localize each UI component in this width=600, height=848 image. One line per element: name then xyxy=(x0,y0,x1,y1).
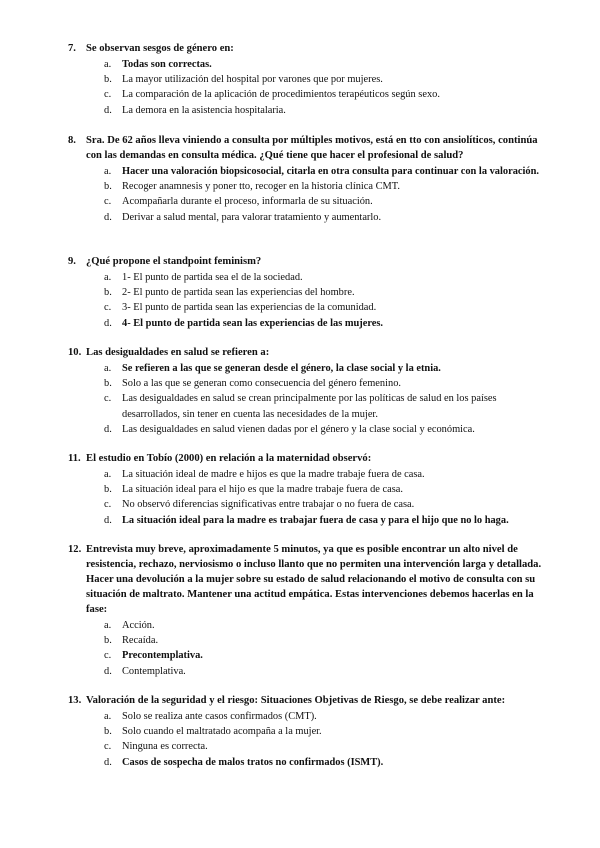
question-10 xyxy=(68,345,548,437)
question-number: 13. xyxy=(68,695,82,706)
question-7 xyxy=(68,41,548,118)
answer-option: b. Recoger anamnesis y poner tto, recoger en la historia clínica CMT. xyxy=(104,181,400,193)
answer-option: c. 3- El punto de partida sean las experiencias de la comunidad. xyxy=(104,302,377,314)
answer-option: b. La situación ideal para el hijo es que la madre trabaje fuera de casa. xyxy=(104,484,403,496)
answer-option: d. Casos de sospecha de malos tratos no confirmados (ISMT). xyxy=(104,756,384,768)
question-number: 7. xyxy=(68,43,76,54)
question-text: Las desigualdades en salud se refieren a: xyxy=(86,347,270,358)
question-text: Entrevista muy breve, aproximadamente 5 minutos, ya que es posible encontrar un alto nivel de resistencia, rechazo, nerviosismo o incluso llanto que no permiten una intervención larga y detallada. Hacer una devolución a la mujer sobre su estado de salud relacionando el motivo de consulta con su situación de maltrato. Mantener una actitud empática. Estas intervenciones debemos hacerlas en la fase: xyxy=(86,544,542,615)
answer-option: c. La comparación de la aplicación de procedimientos terapéuticos según sexo. xyxy=(104,89,440,101)
question-number: 10. xyxy=(68,347,82,358)
answer-option: a. La situación ideal de madre e hijos es que la madre trabaje fuera de casa. xyxy=(104,469,425,480)
question-13 xyxy=(68,693,548,770)
answer-option: c. Acompañarla durante el proceso, informarla de su situación. xyxy=(104,196,373,208)
answer-option: a. 1- El punto de partida sea el de la sociedad. xyxy=(104,272,303,283)
answer-option: b. Solo cuando el maltratado acompaña a la mujer. xyxy=(104,726,322,738)
question-8 xyxy=(68,133,548,225)
question-text: Valoración de la seguridad y el riesgo: Situaciones Objetivas de Riesgo, se debe realizar ante: xyxy=(86,695,506,706)
answer-list xyxy=(68,467,548,528)
answer-option: d. Contemplativa. xyxy=(104,665,186,677)
answer-option: d. La situación ideal para la madre es trabajar fuera de casa y para el hijo que no lo haga. xyxy=(104,514,509,526)
answer-option: b. 2- El punto de partida sean las experiencias del hombre. xyxy=(104,287,355,299)
question-number: 8. xyxy=(68,135,76,146)
answer-option: c. No observó diferencias significativas entre trabajar o no fuera de casa. xyxy=(104,499,415,511)
question-9 xyxy=(68,254,548,331)
answer-option: a. Se refieren a las que se generan desde el género, la clase social y la etnia. xyxy=(104,363,441,374)
answer-option: b. Recaída. xyxy=(104,635,159,647)
question-number: 11. xyxy=(68,453,81,464)
answer-list xyxy=(68,618,548,679)
answer-option: c. Ninguna es correcta. xyxy=(104,741,208,753)
answer-option: c. Precontemplativa. xyxy=(104,650,203,662)
answer-list xyxy=(68,361,548,437)
answer-option: b. Solo a las que se generan como consecuencia del género femenino. xyxy=(104,378,401,390)
answer-option: d. Derivar a salud mental, para valorar tratamiento y aumentarlo. xyxy=(104,211,382,223)
question-number: 9. xyxy=(68,256,76,267)
question-text: Sra. De 62 años lleva viniendo a consulta por múltiples motivos, está en tto con ansiolíticos, continúa con las demandas en consulta médica. ¿Qué tiene que hacer el profesional de salud? xyxy=(86,135,538,161)
answer-option: d. La demora en la asistencia hospitalaria. xyxy=(104,104,286,116)
question-text: Se observan sesgos de género en: xyxy=(86,43,234,54)
answer-option: a. Acción. xyxy=(104,620,155,631)
answer-option: a. Hacer una valoración biopsicosocial, citarla en otra consulta para continuar con la valoración. xyxy=(104,166,539,177)
answer-option: c. Las desigualdades en salud se crean principalmente por las políticas de salud en los países desarrollados, sin tener en cuenta las necesidades de la mujer. xyxy=(104,393,497,420)
answer-option: d. 4- El punto de partida sean las experiencias de las mujeres. xyxy=(104,317,384,329)
question-number: 12. xyxy=(68,544,82,555)
question-text: ¿Qué propone el standpoint feminism? xyxy=(86,256,262,267)
answer-list xyxy=(68,164,548,225)
answer-option: d. Las desigualdades en salud vienen dadas por el género y la clase social y económica. xyxy=(104,423,475,435)
answer-option: b. La mayor utilización del hospital por varones que por mujeres. xyxy=(104,74,383,86)
answer-option: a. Solo se realiza ante casos confirmados (CMT). xyxy=(104,711,317,722)
question-11 xyxy=(68,451,548,528)
answer-list xyxy=(68,709,548,770)
question-text: El estudio en Tobío (2000) en relación a la maternidad observó: xyxy=(86,453,372,464)
answer-option: a. Todas son correctas. xyxy=(104,59,212,70)
answer-list xyxy=(68,270,548,331)
answer-list xyxy=(68,57,548,118)
question-12 xyxy=(68,542,548,679)
